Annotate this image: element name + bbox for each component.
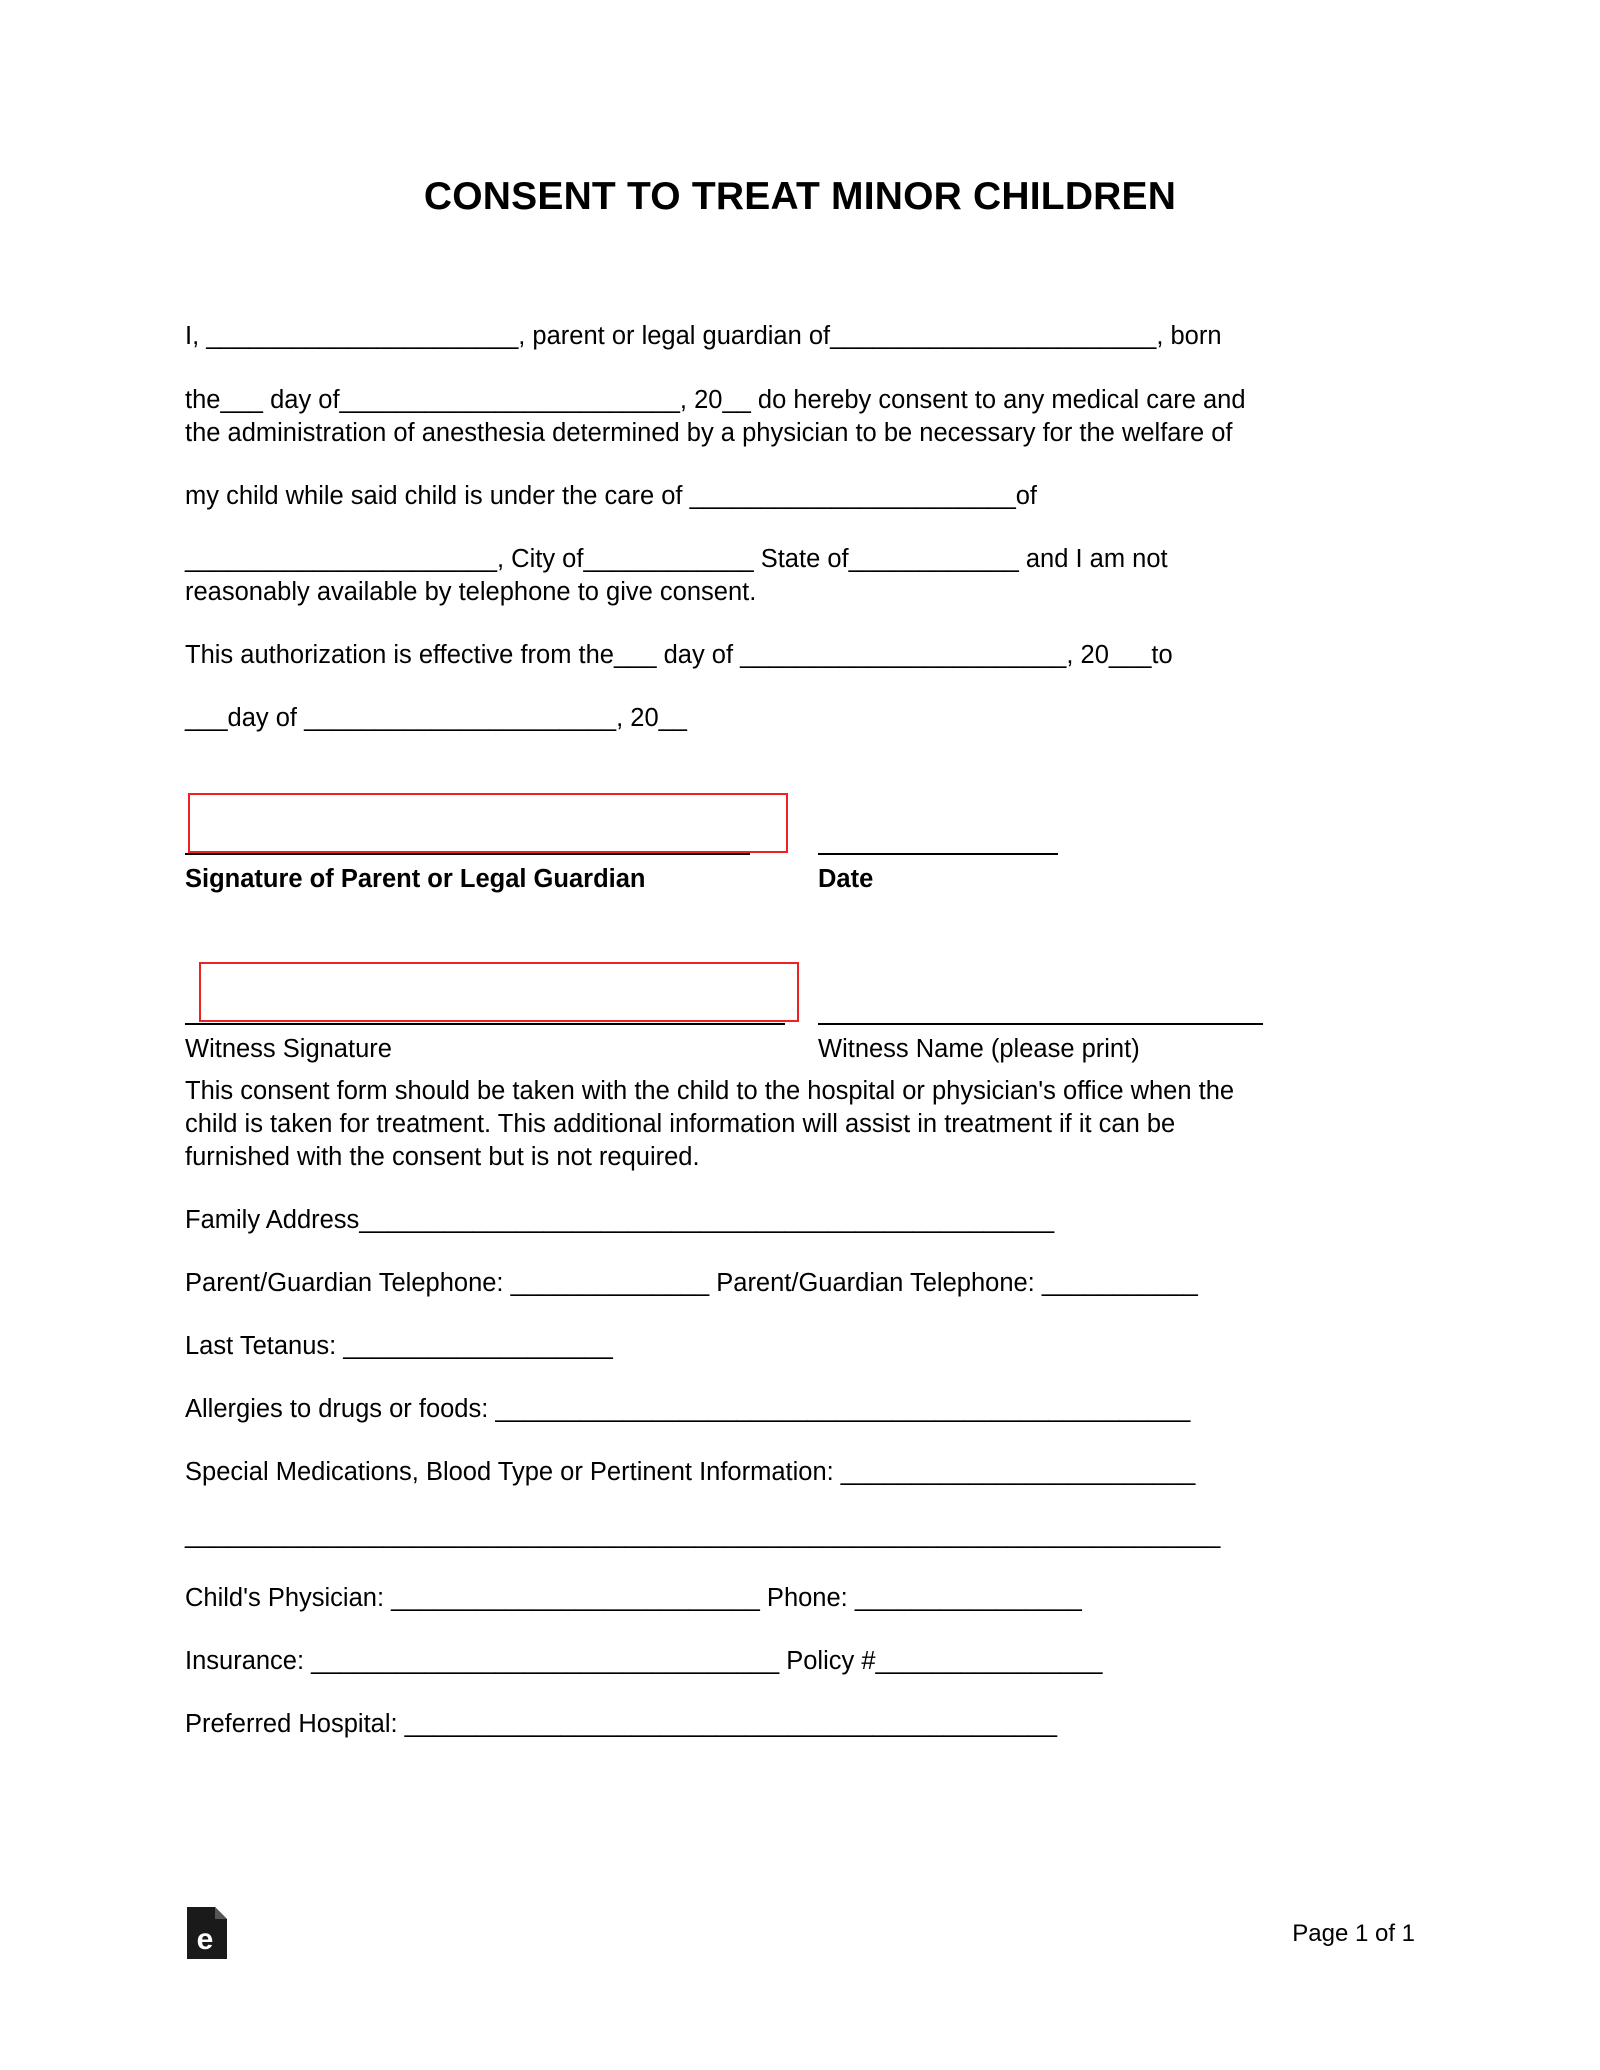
eforms-logo-icon bbox=[185, 1905, 229, 1961]
witness-name-label: Witness Name (please print) bbox=[818, 1035, 1140, 1063]
page-indicator: Page 1 of 1 bbox=[1292, 1920, 1415, 1947]
field-telephone-2[interactable]: Parent/Guardian Telephone: ___________ bbox=[716, 1269, 1198, 1297]
paragraph-consent-date-line2: the administration of anesthesia determined by a physician to be necessary for the welfare of bbox=[185, 419, 1233, 447]
paragraph-location-line2: reasonably available by telephone to give consent. bbox=[185, 578, 757, 606]
paragraph-effective-from: This authorization is effective from the___ day of _______________________, 20___to bbox=[185, 641, 1173, 669]
page-title: CONSENT TO TREAT MINOR CHILDREN bbox=[423, 175, 1177, 218]
witness-signature-field[interactable] bbox=[199, 962, 799, 1022]
field-allergies[interactable]: Allergies to drugs or foods: _________________________________________________ bbox=[185, 1395, 1191, 1423]
parent-signature-label: Signature of Parent or Legal Guardian bbox=[185, 865, 646, 893]
paragraph-consent-intro: I, ______________________, parent or legal guardian of_______________________, born bbox=[185, 322, 1222, 350]
field-physician[interactable]: Child's Physician: __________________________ Phone: ________________ bbox=[185, 1584, 1082, 1612]
witness-signature-label: Witness Signature bbox=[185, 1035, 392, 1063]
paragraph-location-line1: ______________________, City of____________ State of____________ and I am not bbox=[185, 545, 1168, 573]
witness-signature-line bbox=[185, 1023, 785, 1025]
paragraph-care-of: my child while said child is under the care of _______________________of bbox=[185, 482, 1038, 510]
date-line bbox=[818, 853, 1058, 855]
paragraph-consent-date-line1: the___ day of________________________, 20__ do hereby consent to any medical care and bbox=[185, 386, 1246, 414]
svg-text:e: e bbox=[196, 1923, 214, 1956]
field-last-tetanus[interactable]: Last Tetanus: ___________________ bbox=[185, 1332, 613, 1360]
notice-line-1: This consent form should be taken with the child to the hospital or physician's office when the bbox=[185, 1077, 1235, 1105]
signature-block-witness bbox=[185, 965, 1420, 1075]
field-insurance[interactable]: Insurance: _________________________________ Policy #________________ bbox=[185, 1647, 1103, 1675]
document-body bbox=[185, 320, 1420, 1741]
field-telephones[interactable] bbox=[185, 1267, 1420, 1300]
field-special-medications[interactable]: Special Medications, Blood Type or Pertinent Information: _________________________ bbox=[185, 1458, 1196, 1486]
witness-name-line bbox=[818, 1023, 1263, 1025]
field-special-medications-continued[interactable]: _________________________________________________________________________ bbox=[185, 1521, 1221, 1549]
field-telephone-1[interactable]: Parent/Guardian Telephone: ______________ bbox=[185, 1269, 710, 1297]
signature-block-parent bbox=[185, 795, 1420, 915]
field-preferred-hospital[interactable]: Preferred Hospital: ______________________________________________ bbox=[185, 1710, 1058, 1738]
notice-line-3: furnished with the consent but is not required. bbox=[185, 1143, 700, 1171]
date-label: Date bbox=[818, 865, 874, 893]
notice-line-2: child is taken for treatment. This additional information will assist in treatment if it can be bbox=[185, 1110, 1176, 1138]
parent-signature-field[interactable] bbox=[188, 793, 788, 853]
paragraph-effective-to: ___day of ______________________, 20__ bbox=[185, 704, 687, 732]
parent-signature-line bbox=[185, 853, 750, 855]
field-family-address[interactable]: Family Address_________________________________________________ bbox=[185, 1206, 1055, 1234]
